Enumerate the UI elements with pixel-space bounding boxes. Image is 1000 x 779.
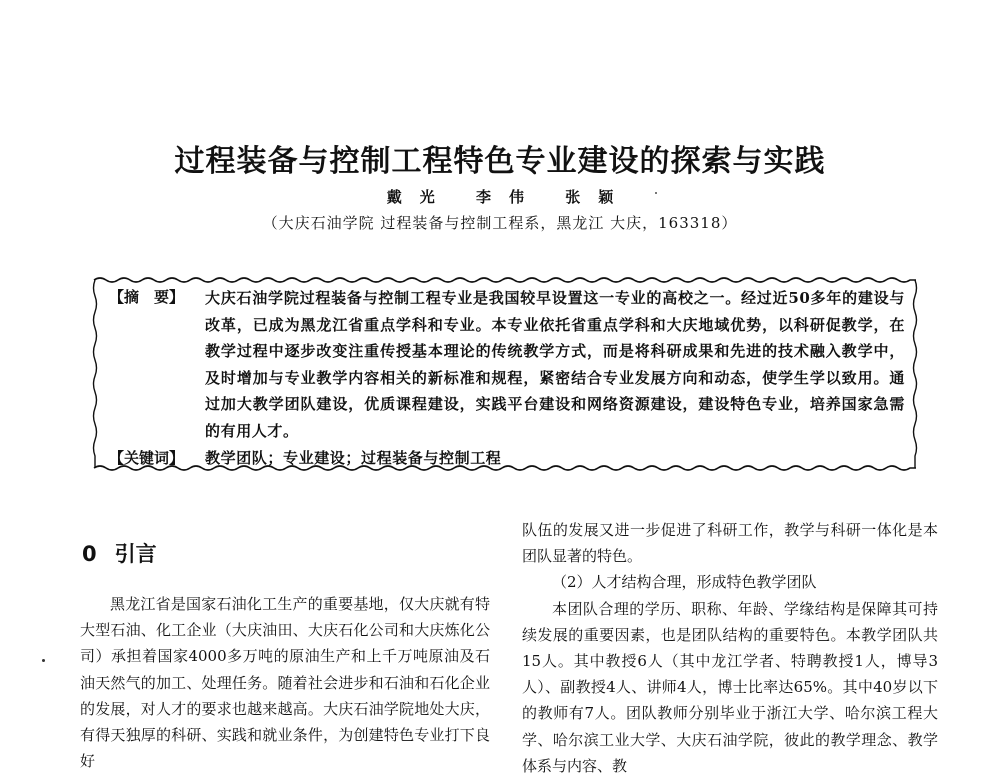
left-column bbox=[80, 591, 490, 774]
abstract-box bbox=[92, 272, 918, 476]
scan-speck bbox=[655, 192, 657, 194]
abstract-border-left bbox=[94, 280, 97, 468]
section-number: 0 bbox=[82, 542, 97, 566]
right-paragraph-team: 本团队合理的学历、职称、年龄、学缘结构是保障其可持续发展的重要因素，也是团队结构的重要特色。本教学团队共15人。其中教授6人（其中龙江学者、特聘教授1人，博导3人）、副教授4人、讲师4人，博士比率达65%。其中40岁以下的教师有7人。团队教师分别毕业于浙江大学、哈尔滨工程大学、哈尔滨工业大学、大庆石油学院，彼此的教学理念、教学体系与内容、教 bbox=[522, 599, 938, 775]
scan-dot bbox=[42, 659, 45, 662]
authors: 戴光 李伟 张颖 bbox=[386, 188, 632, 206]
abstract-text: 大庆石油学院过程装备与控制工程专业是我国较早设置这一专业的高校之一。经过近50多年的建设与改革，已成为黑龙江省重点学科和专业。本专业依托省重点学科和大庆地域优势，以科研促教学，在教学过程中逐步改变注重传授基本理论的传统教学方式，而是将科研成果和先进的技术融入教学中，及时增加与专业教学内容相关的新标准和规程，紧密结合专业发展方向和动态，使学生学以致用。通过加大教学团队建设，优质课程建设，实践平台建设和网络资源建设，建设特色专业，培养国家急需的有用人才。 bbox=[205, 289, 905, 440]
intro-paragraph: 黑龙江省是国家石油化工生产的重要基地，仅大庆就有特大型石油、化工企业（大庆油田、大庆石化公司和大庆炼化公司）承担着国家4000多万吨的原油生产和上千万吨原油及石油天然气的加工、处理任务。随着社会进步和石油和石化企业的发展，对人才的要求也越来越高。大庆石油学院地处大庆，有得天独厚的科研、实践和就业条件，为创建特色专业打下良好 bbox=[80, 595, 490, 771]
keywords-text: 教学团队；专业建设；过程装备与控制工程 bbox=[205, 449, 502, 467]
abstract-label: 【摘 要】 bbox=[109, 288, 185, 306]
right-paragraph-continued: 队伍的发展又进一步促进了科研工作，教学与科研一体化是本团队显著的特色。 bbox=[522, 521, 938, 566]
right-column bbox=[522, 517, 938, 779]
affiliation: （大庆石油学院 过程装备与控制工程系，黑龙江 大庆，163318） bbox=[262, 214, 738, 232]
section-heading bbox=[82, 538, 175, 568]
subheading-talent-structure: （2）人才结构合理，形成特色教学团队 bbox=[552, 573, 817, 592]
keywords-label: 【关键词】 bbox=[109, 449, 185, 467]
paper-title: 过程装备与控制工程特色专业建设的探索与实践 bbox=[174, 144, 826, 179]
abstract-border-right bbox=[914, 280, 917, 468]
abstract-border-top bbox=[94, 278, 916, 282]
section-title: 引言 bbox=[114, 542, 157, 566]
